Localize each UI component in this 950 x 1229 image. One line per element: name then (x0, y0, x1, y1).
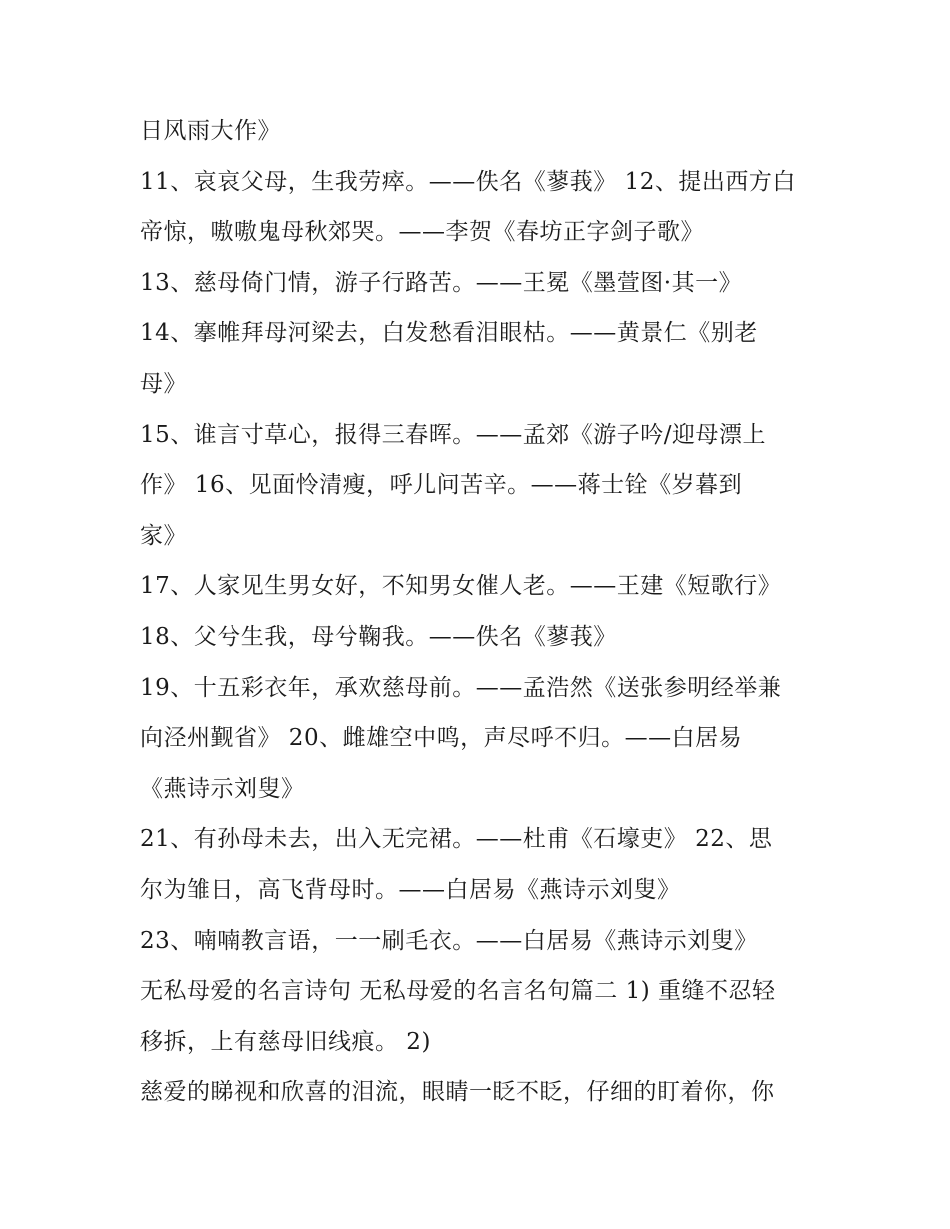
text-line: 慈爱的睇视和欣喜的泪流，眼睛一眨不眨，仔细的盯着你，你 (140, 1079, 775, 1106)
text-line: 19、十五彩衣年，承欢慈母前。——孟浩然《送张参明经举兼 (140, 674, 782, 701)
text-line: 向泾州觐省》 20、雌雄空中鸣，声尽呼不归。——白居易 (140, 725, 743, 752)
text-line: 17、人家见生男女好，不知男女催人老。——王建《短歌行》 (140, 573, 782, 600)
text-line: 21、有孙母未去，出入无完裙。——杜甫《石壕吏》 22、思 (140, 826, 773, 853)
document-body (140, 106, 830, 1118)
text-line: 日风雨大作》 (140, 118, 281, 144)
text-line: 14、搴帷拜母河梁去，白发愁看泪眼枯。——黄景仁《别老 (140, 320, 758, 347)
text-line: 无私母爱的名言诗句 无私母爱的名言名句篇二 1) 重缝不忍轻 (140, 978, 776, 1005)
text-line: 作》 16、见面怜清瘦，呼儿问苦辛。——蒋士铨《岁暮到 (140, 472, 743, 499)
text-line: 母》 (140, 370, 187, 397)
text-line: 15、谁言寸草心，报得三春晖。——孟郊《游子吟/迎母漂上 (140, 421, 767, 448)
text-line: 家》 (140, 522, 187, 549)
text-line: 11、哀哀父母，生我劳瘁。——佚名《蓼莪》 12、提出西方白 (140, 168, 796, 195)
text-line: 移拆，上有慈母旧线痕。 2) (140, 1028, 431, 1055)
text-line: 18、父兮生我，母兮鞠我。——佚名《蓼莪》 (140, 623, 617, 650)
text-line: 尔为雏日，高飞背母时。——白居易《燕诗示刘叟》 (140, 876, 681, 903)
text-line: 帝惊，嗷嗷鬼母秋郊哭。——李贺《春坊正字剑子歌》 (140, 219, 704, 246)
text-line: 23、喃喃教言语，一一刷毛衣。——白居易《燕诗示刘叟》 (140, 927, 758, 954)
text-line: 《燕诗示刘叟》 (140, 775, 305, 802)
text-line: 13、慈母倚门情，游子行路苦。——王冕《墨萱图·其一》 (140, 269, 743, 296)
